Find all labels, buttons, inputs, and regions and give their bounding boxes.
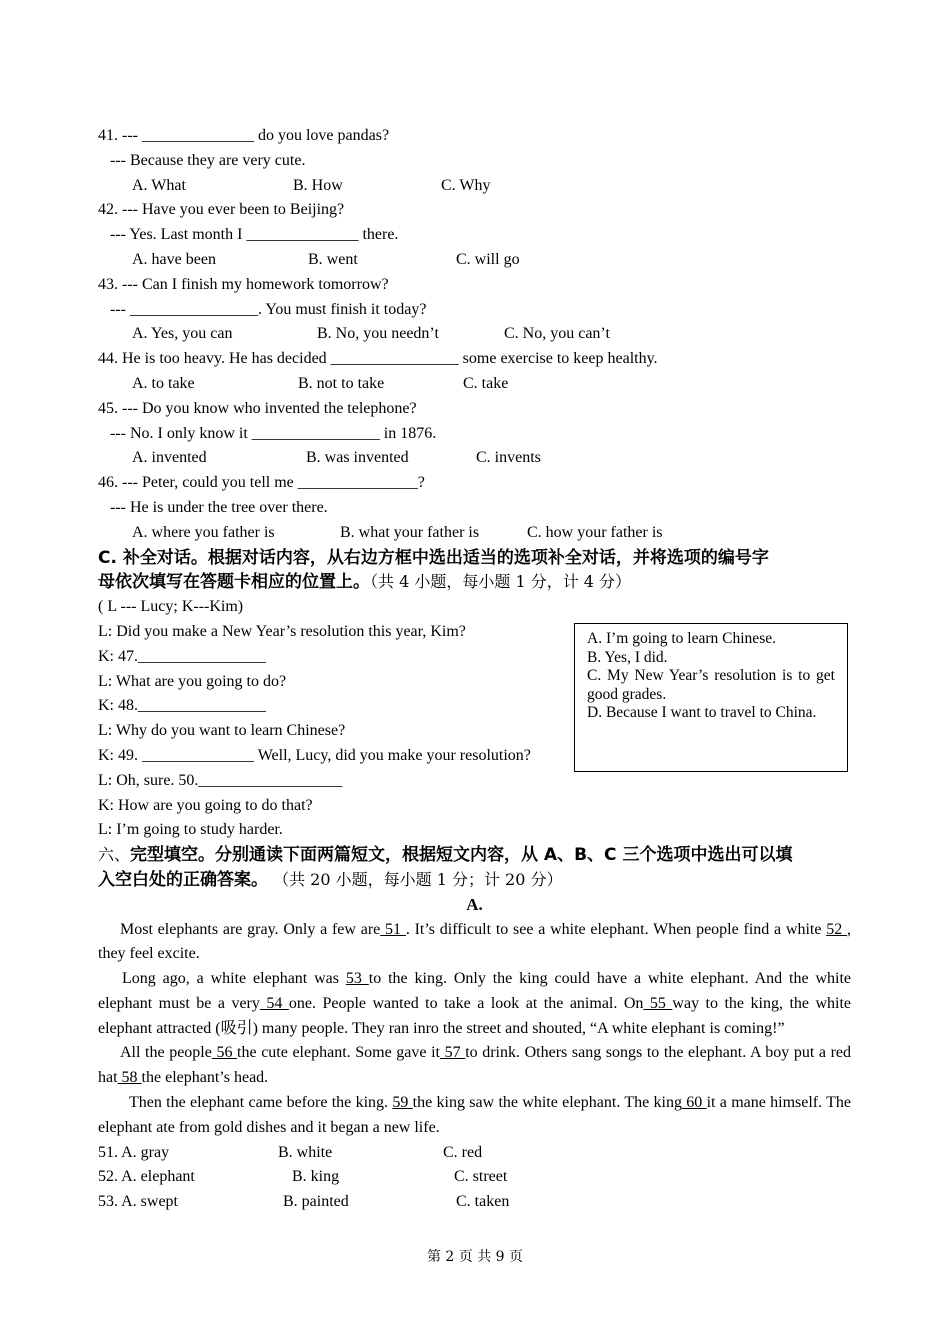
question-53 — [98, 1190, 851, 1215]
section-c-score: （共 4 小题，每小题 1 分，计 4 分） — [370, 572, 632, 592]
option-b: B. went — [308, 250, 358, 268]
option-c: C. will go — [456, 250, 520, 268]
blank-58: 58 — [117, 1069, 142, 1087]
options-43 — [98, 322, 851, 347]
option-b: B. not to take — [298, 374, 385, 392]
question-41: 41. --- ______________ do you love pandas? — [98, 127, 390, 144]
question-42: 42. --- Have you ever been to Beijing? — [98, 201, 345, 219]
option-a: A. to take — [132, 374, 195, 392]
text: the king saw the white elephant. The king — [412, 1094, 682, 1112]
option-a: A. Yes, you can — [132, 325, 233, 343]
options-box — [574, 623, 848, 772]
option-a: 53. A. swept — [98, 1193, 178, 1211]
dialogue-line: L: What are you going to do? — [98, 672, 287, 690]
option-c: C. No, you can’t — [504, 325, 610, 343]
section-6-line2-bold: 入空白处的正确答案。 — [98, 869, 268, 890]
option-c: C. red — [443, 1143, 483, 1161]
blank-59: 59 — [392, 1094, 413, 1112]
option-a: A. What — [132, 176, 186, 194]
text: Long ago, a white elephant was — [122, 970, 346, 988]
answer-line-42: --- Yes. Last month I ______________ there. — [110, 226, 399, 244]
option-b: B. what your father is — [340, 523, 480, 541]
option-a: A. invented — [132, 449, 207, 467]
option-c: C. how your father is — [527, 523, 663, 541]
question-44: 44. He is too heavy. He has decided ________________ some exercise to keep healthy. — [98, 350, 658, 368]
box-option-c: C. My New Year’s resolution is to get good grades. — [587, 667, 835, 703]
dialogue-line: L: Oh, sure. 50.__________________ — [98, 771, 343, 789]
option-c: C. take — [463, 374, 509, 392]
option-c: C. invents — [476, 449, 541, 467]
passage-paragraph-4 — [98, 1091, 851, 1141]
options-41 — [98, 174, 851, 199]
text: to drink. Others sang songs to the elephant. A boy put a red hat — [98, 1044, 852, 1087]
section-6-prefix: 六、 — [98, 845, 131, 865]
option-b: B. was invented — [306, 449, 409, 467]
question-46: 46. --- Peter, could you tell me _______________? — [98, 474, 425, 492]
question-43: 43. --- Can I finish my homework tomorrow? — [98, 275, 389, 293]
section-c-heading — [98, 546, 851, 571]
blank-57: 57 — [439, 1044, 466, 1062]
dialogue-line: L: Did you make a New Year’s resolution this year, Kim? — [98, 622, 466, 640]
option-c: C. Why — [441, 176, 491, 194]
section-c-heading-line2 — [98, 570, 851, 595]
dialogue-line: K: 48.________________ — [98, 697, 266, 715]
option-b: B. How — [293, 176, 343, 194]
options-46 — [98, 521, 851, 546]
text: the cute elephant. Some gave it — [237, 1044, 440, 1062]
blank-55: 55 — [643, 994, 673, 1012]
dialogue-line: K: How are you going to do that? — [98, 796, 313, 814]
blank-51: 51 — [380, 920, 406, 938]
options-44 — [98, 372, 851, 397]
options-42 — [98, 248, 851, 273]
section-c-line2-bold: 母依次填写在答题卡相应的位置上。 — [98, 572, 370, 593]
passage-paragraph-1 — [98, 918, 851, 968]
text: the elephant’s head. — [141, 1069, 269, 1087]
page-footer: 第 2 页 共 9 页 — [426, 1249, 524, 1265]
box-option-d: D. Because I want to travel to China. — [587, 704, 817, 721]
text: way to the king, the white elephant attracted (吸引) many people. They ran inro the street and shouted, “A white elephant is coming!” — [98, 994, 852, 1037]
option-a: A. have been — [132, 250, 216, 268]
answer-line-41: --- Because they are very cute. — [110, 151, 306, 169]
answer-line-46: --- He is under the tree over there. — [110, 498, 328, 516]
blank-56: 56 — [211, 1044, 238, 1062]
text: Then the elephant came before the king. — [129, 1094, 393, 1112]
text: Most elephants are gray. Only a few are — [120, 920, 381, 938]
passage-paragraph-3 — [98, 1041, 851, 1091]
options-45 — [98, 446, 851, 471]
question-45: 45. --- Do you know who invented the telephone? — [98, 399, 417, 417]
box-option-b: B. Yes, I did. — [587, 648, 668, 666]
option-b: B. white — [278, 1143, 333, 1161]
option-a: 52. A. elephant — [98, 1168, 195, 1186]
text: All the people — [120, 1044, 212, 1062]
passage-paragraph-2 — [98, 967, 851, 1041]
option-b: B. painted — [283, 1193, 349, 1211]
option-c: C. street — [454, 1168, 508, 1186]
section-c-line1: C. 补全对话。根据对话内容，从右边方框中选出适当的选项补全对话，并将选项的编号字 — [98, 547, 769, 568]
question-52 — [98, 1165, 851, 1190]
section-6-heading-line2 — [98, 868, 851, 893]
option-b: B. No, you needn’t — [317, 325, 439, 343]
question-51 — [98, 1141, 851, 1166]
dialogue-roles: ( L --- Lucy; K---Kim) — [98, 598, 244, 616]
section-6-heading — [98, 843, 851, 868]
text: one. People wanted to take a look at the animal. On — [288, 994, 644, 1012]
blank-54: 54 — [259, 994, 289, 1012]
blank-53: 53 — [345, 970, 369, 988]
text: it a mane himself. The elephant ate from gold dishes and it began a new life. — [98, 1094, 852, 1136]
blank-52: 52 — [826, 920, 848, 938]
box-option-a: A. I’m going to learn Chinese. — [587, 630, 776, 647]
option-b: B. king — [292, 1168, 340, 1186]
answer-line-43: --- ________________. You must finish it today? — [110, 300, 427, 318]
dialogue-line: K: 49. ______________ Well, Lucy, did you make your resolution? — [98, 746, 531, 764]
blank-60: 60 — [681, 1094, 707, 1112]
section-6-line1: 完型填空。分别通读下面两篇短文，根据短文内容，从 A、B、C 三个选项中选出可以填 — [130, 845, 793, 866]
text: . It’s difficult to see a white elephant. When people find a white — [405, 920, 827, 938]
dialogue-line: L: I’m going to study harder. — [98, 821, 283, 839]
option-a: 51. A. gray — [98, 1143, 170, 1161]
answer-line-45: --- No. I only know it ________________ in 1876. — [110, 424, 437, 442]
option-a: A. where you father is — [132, 523, 275, 541]
text: to the king. Only the king could have a white elephant. And the white elephant must be a very — [98, 970, 852, 1012]
option-c: C. taken — [456, 1193, 510, 1211]
dialogue-line: K: 47.________________ — [98, 647, 266, 665]
dialogue-line: L: Why do you want to learn Chinese? — [98, 722, 346, 740]
passage-title: A. — [466, 894, 483, 914]
section-6-score: （共 20 小题，每小题 1 分；计 20 分） — [268, 869, 563, 889]
text: , they feel excite. — [98, 920, 852, 963]
